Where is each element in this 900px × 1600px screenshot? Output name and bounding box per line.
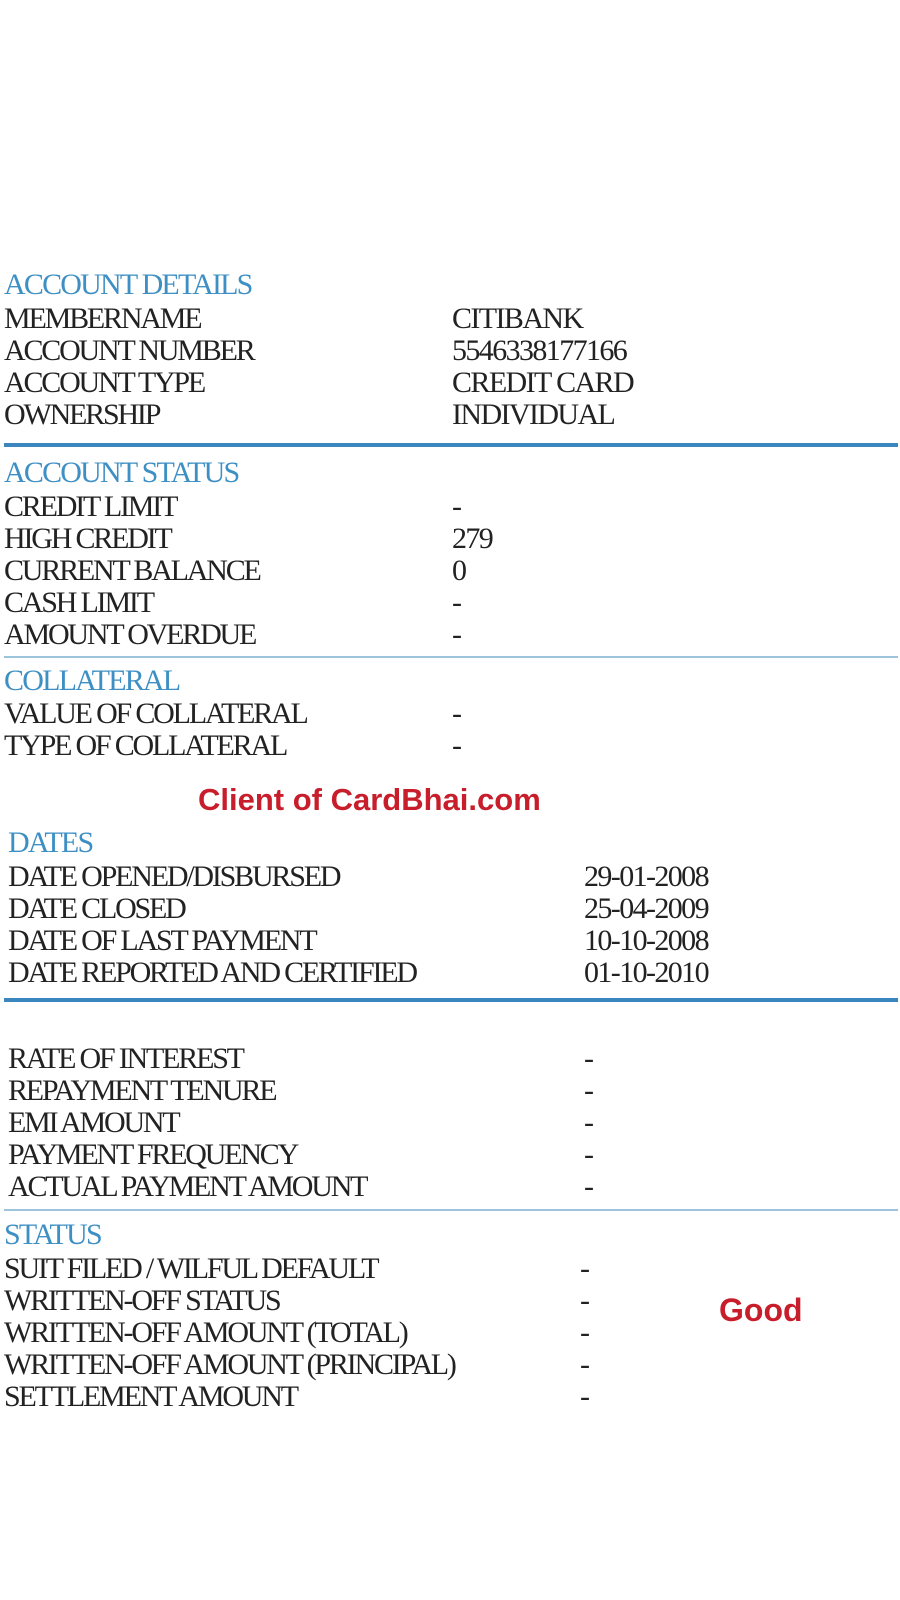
status-row-settlement — [0, 1381, 900, 1413]
section-divider — [4, 443, 898, 447]
status-row-cash-limit — [0, 587, 900, 619]
status-value: - — [452, 490, 461, 523]
status-good-note: Good — [719, 1292, 803, 1328]
status-value: - — [452, 618, 461, 651]
detail-row-membername — [0, 303, 900, 335]
status-label: WRITTEN-OFF AMOUNT (TOTAL) — [4, 1316, 407, 1349]
detail-value: CITIBANK — [452, 302, 583, 335]
detail-value: 5546338177166 — [452, 334, 627, 367]
collateral-row-type — [0, 730, 900, 762]
date-label: DATE CLOSED — [8, 892, 185, 925]
status-label: WRITTEN-OFF AMOUNT (PRINCIPAL) — [4, 1348, 455, 1381]
status-label: SETTLEMENT AMOUNT — [4, 1380, 297, 1413]
detail-label: ACCOUNT TYPE — [4, 366, 205, 399]
repay-label: PAYMENT FREQUENCY — [8, 1138, 298, 1171]
section-divider — [4, 998, 898, 1002]
status-section-title: STATUS — [4, 1218, 101, 1251]
collateral-row-value — [0, 698, 900, 730]
repay-label: RATE OF INTEREST — [8, 1042, 243, 1075]
status-value: - — [580, 1380, 589, 1413]
account-details-title: ACCOUNT DETAILS — [4, 268, 252, 301]
detail-value: INDIVIDUAL — [452, 398, 615, 431]
collateral-value: - — [452, 729, 461, 762]
status-row-amount-overdue — [0, 619, 900, 651]
repay-row-frequency — [0, 1139, 900, 1171]
date-label: DATE REPORTED AND CERTIFIED — [8, 956, 416, 989]
status-row-written-off-principal — [0, 1349, 900, 1381]
status-label: CURRENT BALANCE — [4, 554, 260, 587]
detail-label: MEMBERNAME — [4, 302, 201, 335]
status-value: 0 — [452, 554, 466, 587]
status-row-suit-filed — [0, 1253, 900, 1285]
section-divider — [4, 656, 898, 658]
status-label: WRITTEN-OFF STATUS — [4, 1284, 280, 1317]
date-value: 29-01-2008 — [584, 860, 708, 893]
status-label: CASH LIMIT — [4, 586, 153, 619]
collateral-value: - — [452, 697, 461, 730]
date-value: 10-10-2008 — [584, 924, 708, 957]
date-label: DATE OF LAST PAYMENT — [8, 924, 316, 957]
status-value: - — [580, 1284, 589, 1317]
date-row-reported — [0, 957, 900, 989]
detail-value: CREDIT CARD — [452, 366, 634, 399]
repay-label: ACTUAL PAYMENT AMOUNT — [8, 1170, 367, 1203]
repay-value: - — [584, 1106, 593, 1139]
repay-value: - — [584, 1170, 593, 1203]
detail-row-account-type — [0, 367, 900, 399]
repay-row-actual-payment — [0, 1171, 900, 1203]
status-value: 279 — [452, 522, 493, 555]
repay-value: - — [584, 1138, 593, 1171]
status-row-current-balance — [0, 555, 900, 587]
detail-label: OWNERSHIP — [4, 398, 160, 431]
date-value: 01-10-2010 — [584, 956, 708, 989]
repay-label: EMI AMOUNT — [8, 1106, 179, 1139]
detail-label: ACCOUNT NUMBER — [4, 334, 254, 367]
repay-row-tenure — [0, 1075, 900, 1107]
status-value: - — [580, 1252, 589, 1285]
collateral-title: COLLATERAL — [4, 664, 180, 697]
section-divider — [4, 1209, 898, 1211]
status-label: HIGH CREDIT — [4, 522, 171, 555]
date-label: DATE OPENED/DISBURSED — [8, 860, 340, 893]
detail-row-account-number — [0, 335, 900, 367]
status-label: SUIT FILED / WILFUL DEFAULT — [4, 1252, 378, 1285]
status-label: AMOUNT OVERDUE — [4, 618, 256, 651]
date-row-closed — [0, 893, 900, 925]
collateral-label: VALUE OF COLLATERAL — [4, 697, 307, 730]
account-status-title: ACCOUNT STATUS — [4, 456, 239, 489]
client-watermark: Client of CardBhai.com — [198, 782, 541, 817]
collateral-label: TYPE OF COLLATERAL — [4, 729, 287, 762]
status-value: - — [452, 586, 461, 619]
repay-row-emi — [0, 1107, 900, 1139]
detail-row-ownership — [0, 399, 900, 431]
dates-title: DATES — [8, 826, 93, 859]
date-value: 25-04-2009 — [584, 892, 708, 925]
repay-row-rate — [0, 1043, 900, 1075]
repay-value: - — [584, 1074, 593, 1107]
status-row-high-credit — [0, 523, 900, 555]
status-value: - — [580, 1316, 589, 1349]
status-value: - — [580, 1348, 589, 1381]
date-row-opened — [0, 861, 900, 893]
repay-value: - — [584, 1042, 593, 1075]
status-label: CREDIT LIMIT — [4, 490, 177, 523]
date-row-last-payment — [0, 925, 900, 957]
status-row-credit-limit — [0, 491, 900, 523]
repay-label: REPAYMENT TENURE — [8, 1074, 276, 1107]
